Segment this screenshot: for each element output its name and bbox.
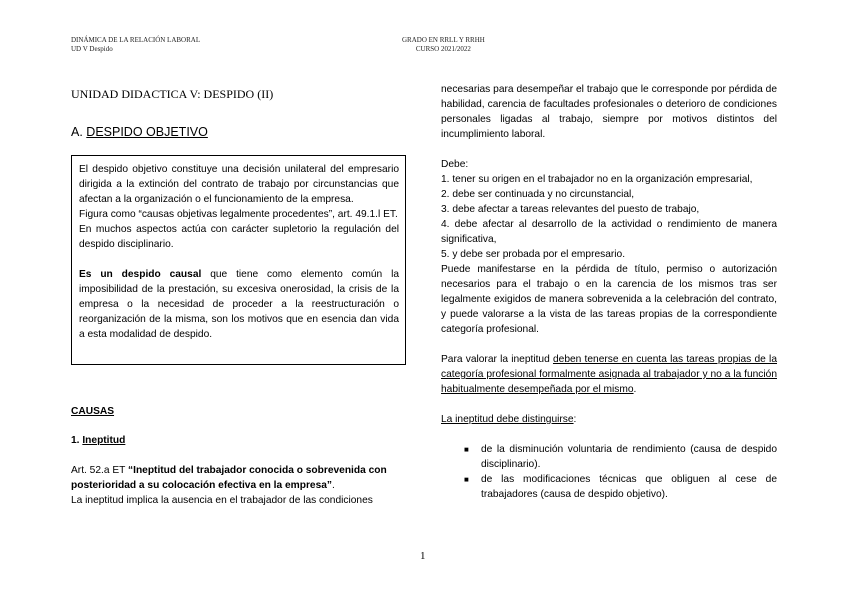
requirement-item: 3. debe afectar a tareas relevantes del puesto de trabajo, — [441, 204, 700, 215]
cause-number: 1. — [71, 435, 80, 446]
distinguish-list — [464, 442, 777, 502]
requirements-intro: Debe: — [441, 159, 469, 170]
unit-title: UNIDAD DIDACTICA V: DESPIDO (II) — [71, 87, 274, 101]
list-item — [464, 442, 777, 472]
requirement-item: 1. tener su origen en el trabajador no en la organización empresarial, — [441, 174, 753, 185]
article-reference — [71, 463, 407, 508]
bullet-icon: ■ — [464, 475, 469, 484]
manifestation-paragraph: Puede manifestarse en la pérdida de título, permiso o autorización necesarios para el trabajo o en la carencia de los mismos tras ser legalmente exigidos de manera sobrevenida a la celebración del contrato, y puede valorarse a la vista de las tareas propias de la correspondiente categoría profesional. — [441, 264, 777, 335]
box-paragraph — [79, 267, 399, 342]
page-number: 1 — [420, 550, 426, 562]
list-item-text: de las modificaciones técnicas que obliguen al cese de trabajadores (causa de despido objetivo). — [481, 474, 777, 500]
assessment-underlined: deben tenerse en cuenta las tareas propias de la categoría profesional formalmente asignada al trabajador y no a la función habitualmente desempeñada por el mismo — [441, 354, 777, 395]
header-degree: GRADO EN RRLL Y RRHH — [402, 36, 485, 44]
header-unit-name: UD V Despido — [71, 45, 113, 53]
causes-heading: CAUSAS — [71, 406, 115, 417]
assessment-paragraph — [441, 352, 777, 397]
header-academic-year: CURSO 2021/2022 — [415, 45, 471, 53]
assessment-prefix: Para valorar la ineptitud — [441, 354, 553, 365]
section-heading — [71, 125, 208, 139]
causal-dismissal-text: que tiene como elemento común la imposibilidad de la prestación, su excesiva onerosidad, la crisis de la empresa o la necesidad de proceder a la reestructuración o reorganización de la misma, son los motivos que en esencia dan vida a esta modalidad de despido. — [79, 269, 399, 340]
article-prefix: Art. 52.a ET — [71, 465, 129, 476]
list-item-text: de la disminución voluntaria de rendimiento (causa de despido disciplinario). — [481, 444, 777, 470]
section-title: DESPIDO OBJETIVO — [86, 125, 208, 139]
box-paragraph: En muchos aspectos actúa con carácter supletorio la regulación del despido disciplinario. — [79, 224, 399, 250]
requirement-item: 2. debe ser continuada y no circunstancial, — [441, 189, 635, 200]
ineptitude-definition: La ineptitud implica la ausencia en el trabajador de las condiciones — [71, 495, 373, 506]
requirement-item: 4. debe afectar al desarrollo de la actividad o rendimiento de manera significativa, — [441, 219, 777, 245]
header-left — [71, 36, 200, 54]
bullet-icon: ■ — [464, 445, 469, 454]
causal-dismissal-bold: Es un despido causal — [79, 269, 202, 280]
assessment-suffix: . — [633, 384, 637, 395]
article-suffix: . — [332, 480, 335, 491]
distinguish-label: La ineptitud debe distinguirse — [441, 414, 574, 425]
distinguish-colon: : — [573, 414, 577, 425]
box-paragraph: Figura como “causas objetivas legalmente procedentes”, art. 49.1.l ET. — [79, 209, 398, 220]
distinguish-heading — [441, 412, 777, 427]
article-quote: “Ineptitud del trabajador conocida o sobrevenida con posterioridad a su colocación efectiva en la empresa” — [71, 465, 387, 491]
list-item — [464, 472, 777, 502]
cause-heading — [71, 433, 125, 448]
definition-box — [71, 155, 406, 365]
header-right — [402, 36, 485, 54]
header-course-name: DINÁMICA DE LA RELACIÓN LABORAL — [71, 36, 201, 44]
right-column — [441, 82, 777, 502]
cause-title: Ineptitud — [82, 435, 126, 446]
requirement-item: 5. y debe ser probada por el empresario. — [441, 249, 626, 260]
section-prefix: A. — [71, 125, 83, 139]
box-paragraph: El despido objetivo constituye una decisión unilateral del empresario dirigida a la extinción del contrato de trabajo por circunstancias que afectan a la organización o el funcionamiento de la empresa. — [79, 164, 399, 205]
ineptitude-continuation: necesarias para desempeñar el trabajo que le corresponde por pérdida de habilidad, carencia de facultades profesionales o deterioro de condiciones personales ligadas al trabajo, siempre por motivos distintos del incumplimiento laboral. — [441, 84, 777, 140]
